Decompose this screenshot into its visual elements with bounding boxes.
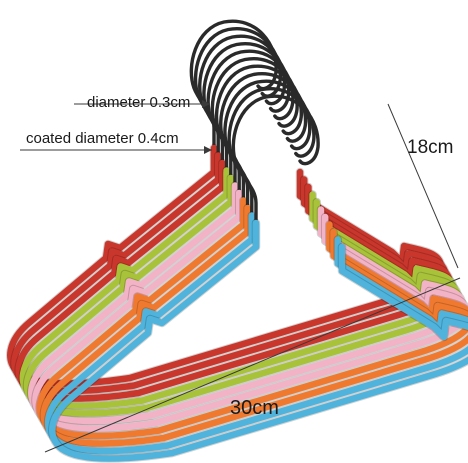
coated-diameter-label: coated diameter 0.4cm xyxy=(26,130,179,147)
height-label: 18cm xyxy=(407,137,454,158)
diameter-label: diameter 0.3cm xyxy=(87,94,191,111)
hanger-stack xyxy=(10,21,468,458)
height-dimension-line xyxy=(388,104,458,268)
width-label: 30cm xyxy=(230,397,279,419)
